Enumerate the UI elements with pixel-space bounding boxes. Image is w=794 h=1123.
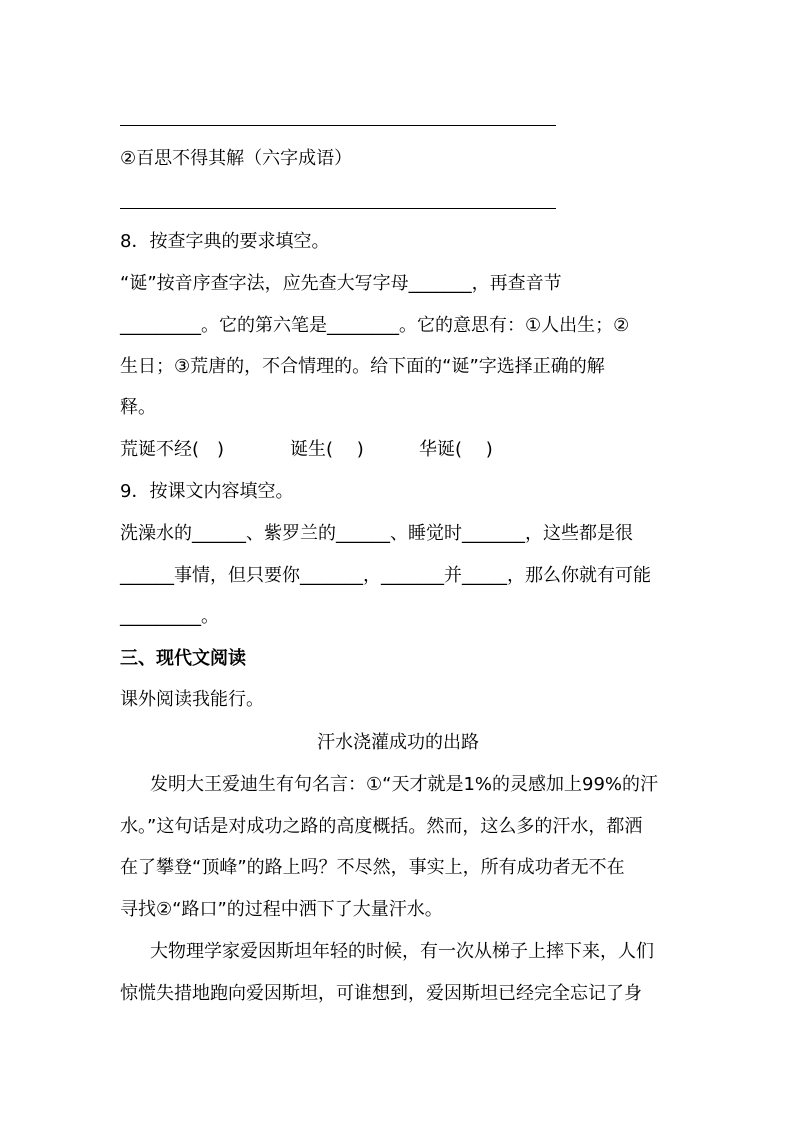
answer-line-2 bbox=[120, 208, 556, 209]
article-para-1-line-4: 寻找②“路口”的过程中洒下了大量汗水。 bbox=[120, 899, 443, 920]
question-8-line-3: 生日；③荒唐的，不合情理的。给下面的“诞”字选择正确的解 bbox=[120, 356, 605, 377]
choice-huadan: 华诞( ) bbox=[419, 439, 493, 460]
choice-dansheng: 诞生( ) bbox=[290, 439, 364, 460]
choice-huangdan: 荒诞不经( ) bbox=[120, 439, 225, 460]
article-para-2-line-1: 大物理学家爱因斯坦年轻的时候，有一次从梯子上摔下来，人们 bbox=[150, 941, 654, 962]
question-9-heading: 9．按课文内容填空。 bbox=[120, 481, 294, 502]
article-para-1-line-3: 在了攀登“顶峰”的路上吗？不尽然，事实上，所有成功者无不在 bbox=[120, 857, 625, 878]
answer-line-1 bbox=[120, 125, 556, 126]
question-8-heading: 8．按查字典的要求填空。 bbox=[120, 231, 330, 252]
question-9-line-1: 洗澡水的______、紫罗兰的______、睡觉时_______，这些都是很 bbox=[120, 523, 633, 544]
section-3-heading: 三、现代文阅读 bbox=[120, 648, 246, 669]
article-para-2-line-2: 惊慌失措地跑向爱因斯坦，可谁想到，爱因斯坦已经完全忘记了身 bbox=[120, 983, 642, 1004]
question-8-line-1: “诞”按音序查字法，应先查大写字母_______，再查音节 bbox=[120, 273, 562, 294]
question-9-line-3: _________。 bbox=[120, 606, 219, 627]
question-7-item-2: ②百思不得其解（六字成语） bbox=[120, 148, 353, 169]
question-8-line-4: 释。 bbox=[120, 397, 156, 418]
question-8-line-2: _________。它的第六笔是________。它的意思有：①人出生；② bbox=[120, 315, 630, 336]
question-9-line-2: ______事情，但只要你_______，_______并_____，那么你就有可能 bbox=[120, 565, 651, 586]
article-title: 汗水浇灌成功的出路 bbox=[317, 732, 479, 753]
section-3-intro: 课外阅读我能行。 bbox=[120, 689, 264, 710]
article-para-1-line-1: 发明大王爱迪生有句名言：①“天才就是1%的灵感加上99%的汗 bbox=[150, 774, 659, 795]
article-para-1-line-2: 水。”这句话是对成功之路的高度概括。然而，这么多的汗水，都洒 bbox=[120, 816, 643, 837]
